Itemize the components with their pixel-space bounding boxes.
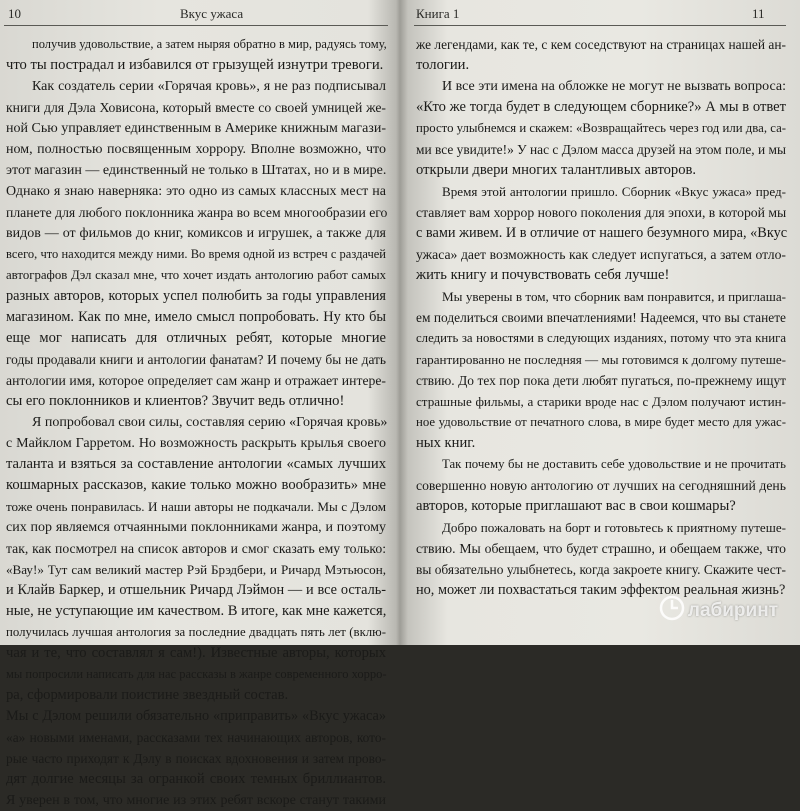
left-text-line: книги для Дэла Ховисона, который вместе со своей умницей же- [6,100,386,115]
left-text-line: Я попробовал свои силы, составляя серию «Горячая кровь» [32,415,388,430]
right-text-line: совершенно новую антологию от лучших на сегодняшний день [416,478,786,493]
left-text-line: таланта и взяться за составление антологии «самых лучших [6,456,386,472]
right-text-line: ствию. Мы обещаем, что будет страшно, и обещаем также, что [416,541,786,556]
right-text-line: Так почему бы не доставить себе удовольствие и не прочитать [442,457,786,471]
left-text-line: этот магазин — единственный не только в Штатах, но и в мире. [6,163,387,178]
right-text-line: страшные фильмы, а старики вроде нас с Дэлом получают истин- [416,394,786,409]
left-text-line: кошмарных рассказов, какие только можно вообразить» мне [6,477,386,493]
right-text-line: открыли двери многих талантливых авторов. [416,162,697,178]
right-header-rule [414,25,786,26]
right-text-line: Мы уверены в том, что сборник вам понравится, и приглаша- [442,289,786,304]
right-text-line: ствию. До тех пор пока дети любят пугаться, по-прежнему ищут [416,373,786,388]
left-text-line: «Вау!» Тут сам великий мастер Рэй Брэдбери, и Ричард Мэтьюсон, [6,562,386,577]
left-text-line: сы его поклонников и клиентов? Звучит ведь отлично! [6,393,345,409]
right-text-line: следить за новостями в следующих изданиях, потому что эта книга [416,331,786,345]
left-text-line: получилась лучшая антология за последние двадцать пять лет (вклю- [6,625,386,639]
left-body-text [6,34,386,811]
right-body-text [416,34,786,601]
right-running-title: Книга 1 [416,6,460,21]
right-text-line: тологии. [416,57,470,73]
left-text-line: мы попросили написать для нас рассказы в жанре современного хорро- [6,667,387,681]
left-text-line: сих пор являемся отчаянными поклонниками жанра, и поэтому [6,520,386,535]
left-text-line: всего, что находится между ними. Во время одной из встреч с раздачей [6,247,386,261]
right-text-line: ное удовольствие от печатного слова, в мире будет место для ужас- [416,415,786,429]
right-page [402,0,800,645]
left-page-number: 10 [8,6,21,21]
left-text-line: разных авторов, которых успел полюбить за годы управления [6,288,386,304]
left-text-line: «а» новыми именами, рассказами тех начинающих авторов, кото- [6,730,386,745]
left-text-line: видов — от фильмов до книг, комиксов и игрушек, а также для [6,226,386,241]
right-text-line: жить книгу и почувствовать себя лучше! [416,267,670,283]
left-text-line: что ты пострадал и избавился от грызущей изнутри тревоги. [6,57,384,73]
right-text-line: Время этой антологии пришло. Сборник «Вкус ужаса» пред- [442,184,786,199]
left-text-line: ной Сью управляет единственным в Америке книжным магази- [6,121,386,136]
watermark-text: лабиринт [687,600,778,621]
left-text-line: дят долгие месяцы за огранкой своих темных бриллиантов. [6,771,386,787]
left-text-line: получив удовольствие, а затем ныряя обратно в мир, радуясь тому, [32,37,387,51]
left-text-line: еще мог написать для отличных ребят, которые многие [6,330,386,346]
left-text-line: чая и те, что составлял я сам!). Известные авторы, которых [6,645,386,661]
left-text-line: ные, не уступающие им качеством. В итоге, как мне кажется, [6,603,387,619]
left-text-line: рые часто приходят к Дэлу в поисках вдохновения и затем прово- [6,751,386,766]
left-text-line: магазином. Как по мне, имело смысл попробовать. Ну кто бы [6,309,386,325]
left-text-line: с Майклом Гарретом. Но возможность раскрыть крылья своего [6,436,386,451]
right-text-line: же легендами, как те, с кем соседствуют на страницах нашей ан- [416,37,786,52]
watermark [659,595,778,627]
right-text-line: ем поделиться своими впечатлениями! Надеемся, что вы станете [416,310,786,325]
left-text-line: Мы с Дэлом решили обязательно «приправить» «Вкус ужаса» [6,708,386,724]
right-page-number: 11 [752,6,765,21]
right-text-line: гарантированно не последняя — мы готовимся к долгому путеше- [416,352,786,367]
right-text-line: ных книг. [416,435,476,451]
left-text-line: Я уверен в том, что многие из этих ребят вскоре станут такими [6,793,386,808]
right-text-line: просто улыбнемся и скажем: «Возвращайтесь через год или два, са- [416,121,787,135]
left-text-line: тоже очень понравилась. И наши авторы не подкачали. Мы с Дэлом [6,499,386,514]
left-text-line: Как создатель серии «Горячая кровь», я не раз подписывал [32,79,386,94]
right-text-line: но, может ли похвастаться таким эффектом реальная жизнь? [416,582,786,598]
left-page [0,0,398,808]
labirint-logo-icon [659,595,685,627]
right-text-line: ми все увидите!» У нас с Дэлом масса друзей на этом поле, и мы [416,142,786,157]
left-text-line: Однако я знаю наверняка: это одно из самых классных мест на [6,184,386,199]
left-text-line: автографов Дэл сказал мне, что хочет издать антологию работ самых [6,268,386,282]
left-text-line: годы продавали книги и антологии фанатам? И почему бы не дать [6,352,386,367]
left-text-line: ра, сформировали поистине звездный состав. [6,687,289,703]
left-text-line: так, как посмотрел на список авторов и смог сказать ему только: [6,541,386,556]
left-running-title: Вкус ужаса [180,6,244,21]
left-text-line: антологии имя, которое определяет сам жанр и отражает интере- [6,373,386,388]
left-header-rule [4,25,388,26]
right-text-line: с вами живем. И в отличие от нашего безумного мира, «Вкус [416,225,788,241]
left-text-line: и Клайв Баркер, и отшельник Ричард Лэймон — и все осталь- [6,582,386,598]
left-text-line: планете для любого поклонника жанра во всем многообразии его [6,205,388,220]
right-text-line: «Кто же тогда будет в следующем сборнике?» А мы в ответ [416,99,786,115]
right-text-line: ставляет вам хоррор нового поколения для эпохи, в которой мы [416,205,787,220]
right-text-line: вы обязательно улыбнетесь, когда закроете книгу. Скажите чест- [416,562,786,577]
left-text-line: ном, полностью посвященным хоррору. Вполне возможно, что [6,142,386,157]
right-text-line: Добро пожаловать на борт и готовьтесь к приятному путеше- [442,520,786,535]
right-text-line: И все эти имена на обложке не могут не вызвать вопроса: [442,79,786,94]
right-text-line: авторов, которые приглашают вас в свои кошмары? [416,498,736,514]
right-text-line: ужаса» дает возможность как следует испугаться, а затем отло- [416,247,786,262]
